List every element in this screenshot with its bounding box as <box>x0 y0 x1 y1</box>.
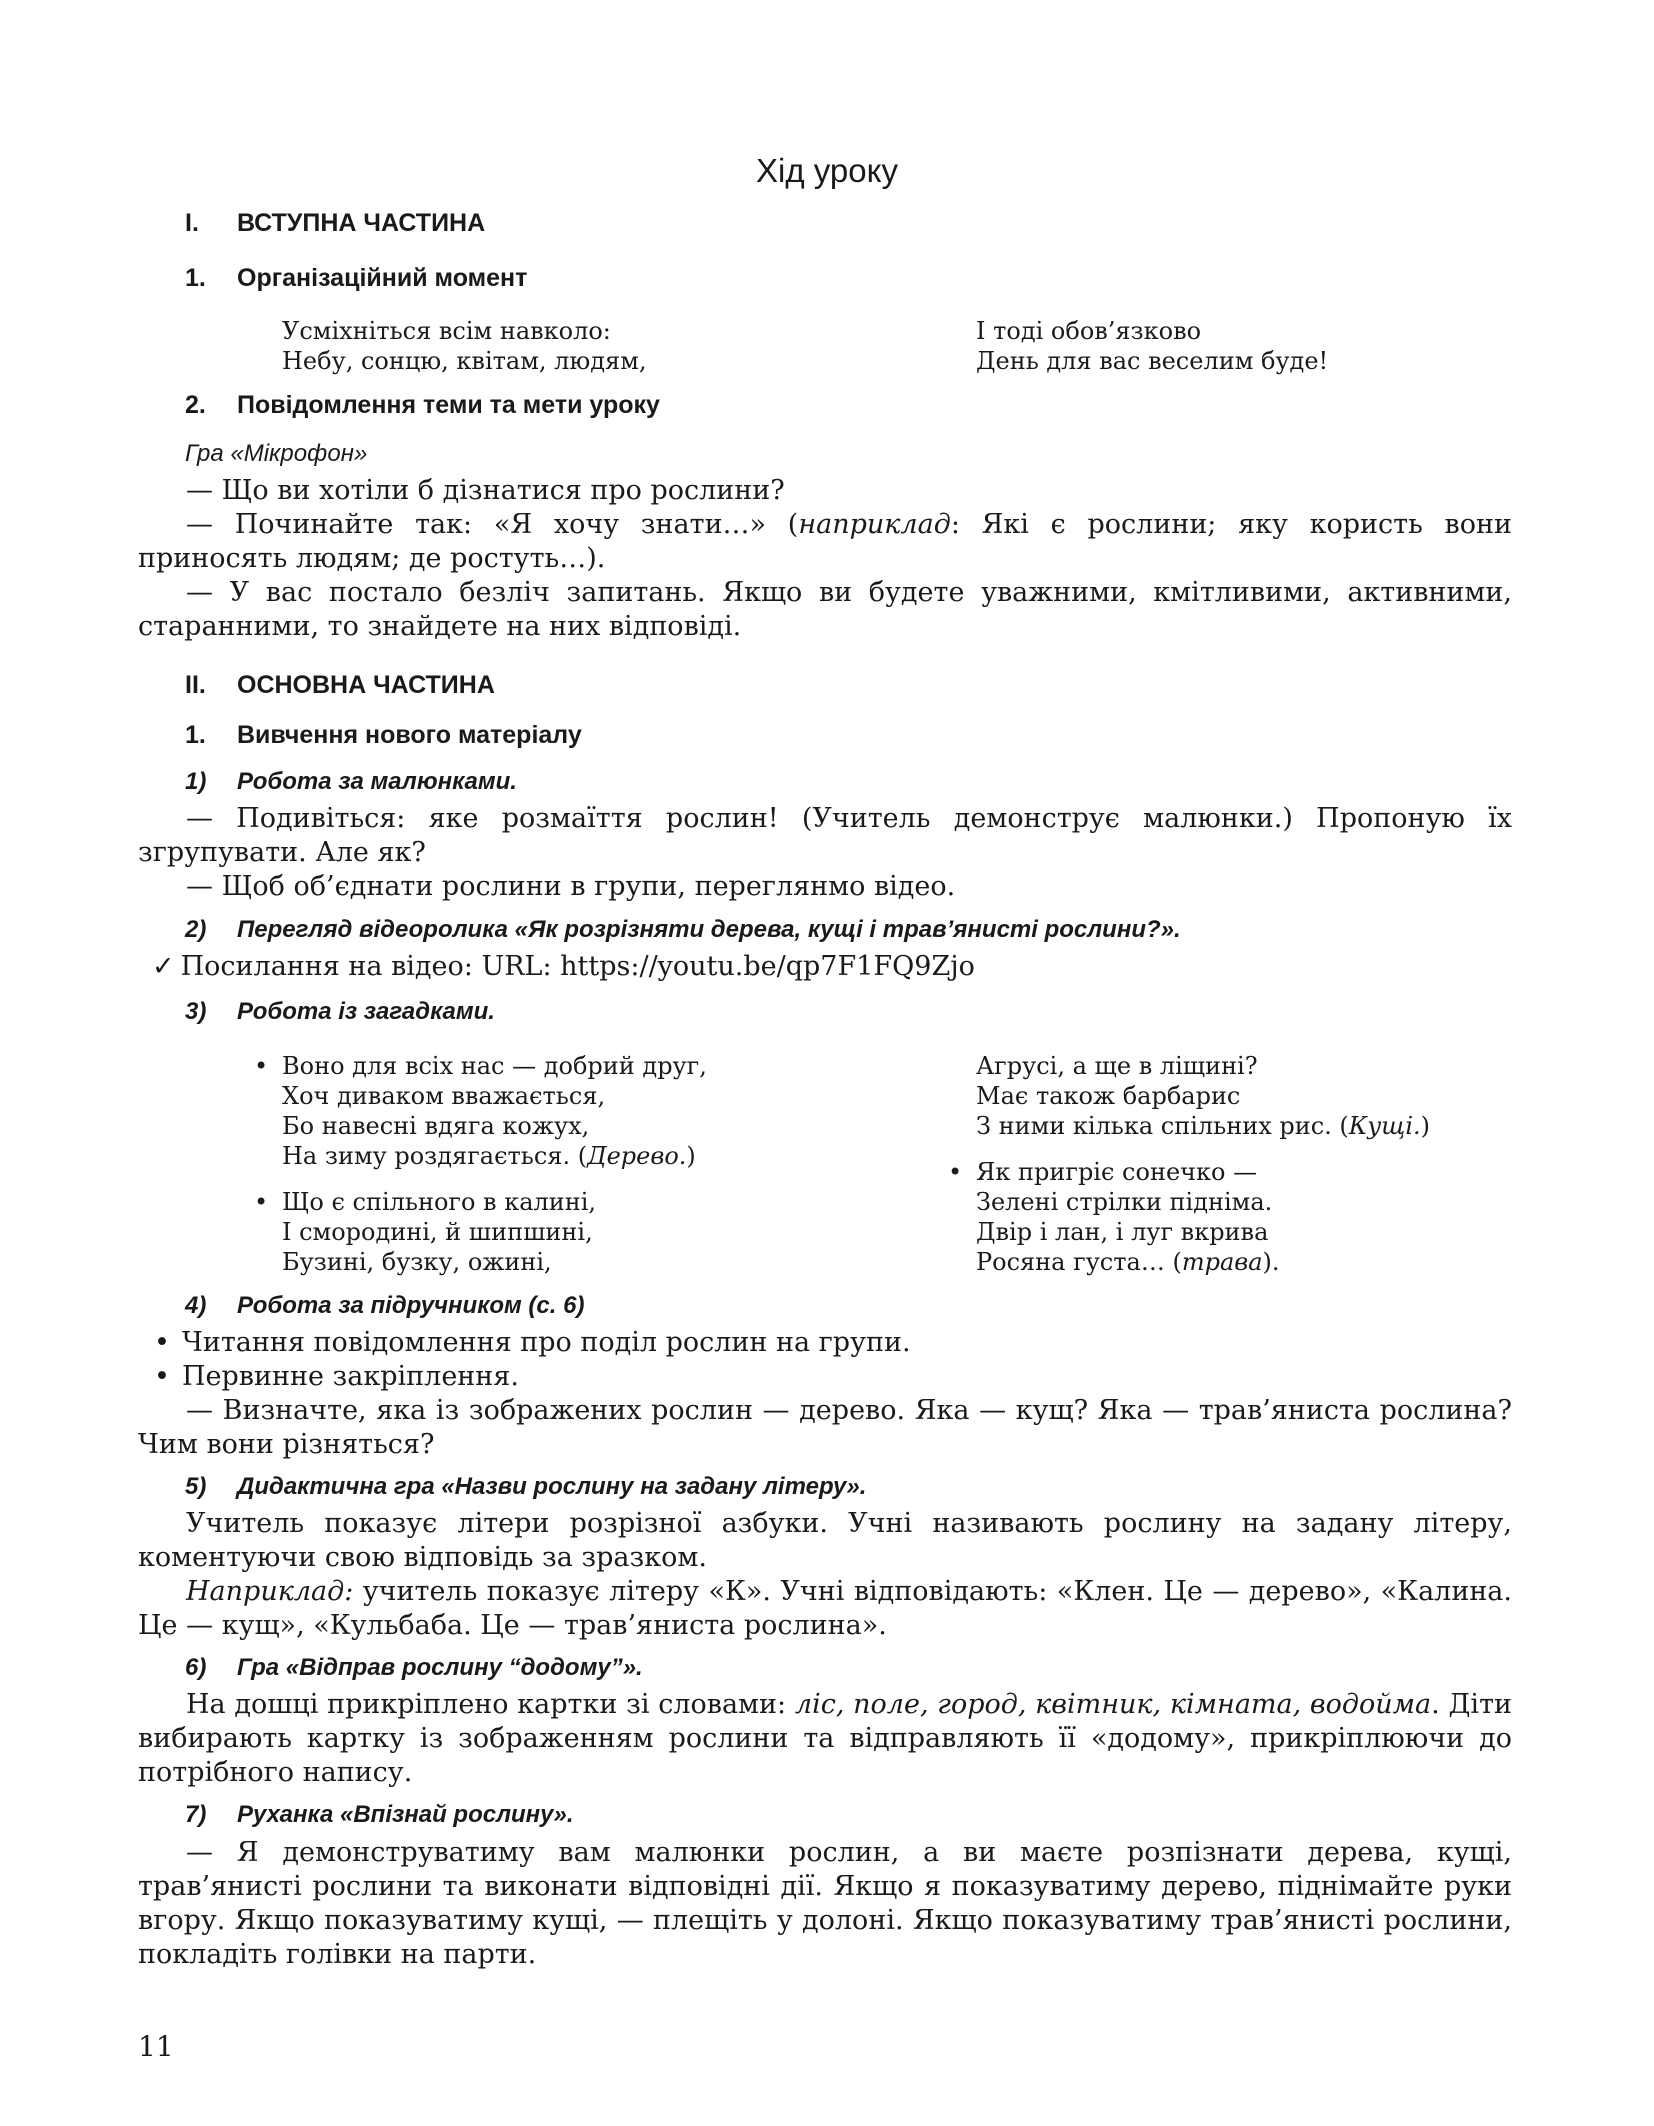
text-run: : Які є рослини; яку користь вони приносять людям; де ростуть…). <box>138 509 1512 574</box>
poem-line: Усміхніться всім навколо: <box>282 317 611 345</box>
section-heading-main <box>185 671 495 700</box>
paragraph-video-intro: — Щоб об’єднати рослини в групи, переглянмо відео. <box>186 871 956 902</box>
page-number: 11 <box>138 2030 174 2063</box>
item-heading-1 <box>185 768 517 796</box>
text-run: На дошці прикріплено картки зі словами: <box>186 1689 795 1720</box>
poem-line: І тоді обов’язково <box>976 317 1202 345</box>
item-number: 7) <box>185 1801 207 1828</box>
question-2 <box>138 508 1512 576</box>
poem-line: Двір і лан, і луг вкрива <box>976 1218 1269 1246</box>
text-run: учитель показує літеру «К». Учні відповідають: «Клен. Це — дерево», «Калина. Це — кущ», «Кульбаба. Це — трав’яниста рослина». <box>138 1576 1512 1641</box>
item-label: Гра «Відправ рослину “додому”». <box>237 1654 643 1681</box>
subheading-topic <box>185 391 660 420</box>
text-run: — Починайте так: «Я хочу знати…» ( <box>186 509 799 540</box>
bullet-consolidation <box>154 1360 1512 1394</box>
paragraph-example <box>138 1575 1512 1643</box>
text-run: . Діти вибирають картку із зображенням рослини та відправляють її «додому», прикріплюючи до потрібного напису. <box>138 1689 1513 1788</box>
poem-line: Небу, сонцю, квітам, людям, <box>282 347 647 375</box>
subheading-number: 1. <box>185 721 206 749</box>
bullet-text: Первинне закріплення. <box>182 1361 519 1392</box>
subheading-study <box>185 721 582 750</box>
riddle-answer: трава <box>1181 1248 1263 1276</box>
item-label: Робота із загадками. <box>237 998 495 1025</box>
poem-line: День для вас веселим буде! <box>976 347 1329 375</box>
video-link-row <box>152 950 975 984</box>
paragraph-exercise: — Я демонструватиму вам малюнки рослин, а ви маєте розпізнати дерева, кущі, трав’янисті рослини та виконати відповідні дії. Якщо я показуватиму дерево, піднімайте руки вгору. Якщо показуватиму кущі, — плещіть у долоні. Якщо показуватиму трав’янисті рослини, покладіть голівки на парти. <box>138 1837 1512 1970</box>
text-run: ) <box>1420 1112 1430 1140</box>
item-number: 3) <box>185 998 207 1025</box>
subheading-org <box>185 264 527 293</box>
checkmark-icon: ✓ <box>152 951 175 982</box>
subheading-number: 1. <box>185 264 206 292</box>
item-label: Дидактична гра «Назви рослину на задану літеру». <box>237 1473 867 1500</box>
item-label: Робота за малюнками. <box>237 768 517 795</box>
item-number: 2) <box>185 916 207 943</box>
poem-line: І смородині, й шипшині, <box>282 1218 593 1246</box>
poem-left-column <box>282 316 647 376</box>
bullet-reading <box>154 1326 1512 1360</box>
subheading-label: Повідомлення теми та мети уроку <box>237 391 660 419</box>
item-heading-7 <box>185 1801 574 1829</box>
question-1: — Що ви хотіли б дізнатися про рослини? <box>186 475 785 506</box>
item-label: Руханка «Впізнай рослину». <box>237 1801 574 1828</box>
item-label: Перегляд відеоролика «Як розрізняти дерева, кущі і трав’янисті рослини?». <box>237 916 1181 943</box>
bullet-icon: • <box>154 1361 170 1392</box>
poem-line: Зелені стрілки підніма. <box>976 1188 1273 1216</box>
bullet-icon: • <box>948 1158 963 1186</box>
bullet-icon: • <box>254 1052 269 1080</box>
poem-line: Бузині, бузку, ожині, <box>282 1248 552 1276</box>
poem-line: Хоч диваком вважається, <box>282 1082 606 1110</box>
item-label: Робота за підручником (с. 6) <box>237 1292 585 1319</box>
riddle-2-continued <box>976 1051 1430 1141</box>
section-number: I. <box>185 209 199 237</box>
section-label: ВСТУПНА ЧАСТИНА <box>237 209 486 237</box>
text-run: ) <box>686 1142 696 1170</box>
section-label: ОСНОВНА ЧАСТИНА <box>237 671 495 699</box>
poem-line: Має також барбарис <box>976 1082 1241 1110</box>
poem-line: Агрусі, а ще в ліщині? <box>976 1052 1258 1080</box>
poem-line: Воно для всіх нас — добрий друг, <box>282 1052 707 1080</box>
poem-line <box>976 1247 1280 1277</box>
italic-run: наприклад <box>798 509 951 540</box>
item-heading-3 <box>185 998 495 1026</box>
bullet-text: Читання повідомлення про поділ рослин на групи. <box>182 1327 911 1358</box>
item-heading-4 <box>185 1292 584 1320</box>
item-heading-6 <box>185 1654 643 1682</box>
poem-right-column <box>976 316 1328 376</box>
text-run: На зиму роздягається. ( <box>282 1142 588 1170</box>
question-3: — У вас постало безліч запитань. Якщо ви будете уважними, кмітливими, активними, старанними, то знайдете на них відповіді. <box>138 577 1512 642</box>
italic-run: ліс, поле, город, квітник, кімната, водойма <box>794 1689 1432 1720</box>
item-heading-2 <box>185 916 1181 944</box>
riddle-2 <box>254 1187 597 1277</box>
item-heading-5 <box>185 1473 866 1501</box>
subheading-number: 2. <box>185 391 206 419</box>
paragraph-identify: — Визначте, яка із зображених рослин — дерево. Яка — кущ? Яка — трав’яниста рослина? Чим вони різняться? <box>138 1395 1512 1460</box>
page-title: Хід уроку <box>756 152 898 189</box>
poem-line <box>976 1111 1430 1141</box>
item-number: 4) <box>185 1292 207 1319</box>
game-microphone-label: Гра «Мікрофон» <box>185 440 368 467</box>
riddle-answer: Дерево. <box>587 1142 687 1170</box>
text-run: Росяна густа… ( <box>976 1248 1182 1276</box>
item-number: 5) <box>185 1473 207 1500</box>
paragraph-send-home <box>138 1688 1512 1790</box>
poem-line: Бо навесні вдяга кожух, <box>282 1112 590 1140</box>
bullet-icon: • <box>154 1327 170 1358</box>
bullet-icon: • <box>254 1188 269 1216</box>
section-number: II. <box>185 671 206 699</box>
riddle-answer: Кущі. <box>1348 1112 1421 1140</box>
video-link-text[interactable]: Посилання на відео: URL: https://youtu.be/qp7F1FQ9Zjo <box>180 951 975 982</box>
paragraph-pictures: — Подивіться: яке розмаїття рослин! (Учитель демонструє малюнки.) Пропоную їх згрупувати. Але як? <box>138 803 1512 868</box>
section-heading-intro <box>185 209 485 238</box>
poem-line: Що є спільного в калині, <box>282 1188 597 1216</box>
poem-line: Як пригріє сонечко — <box>976 1158 1258 1186</box>
poem-line <box>282 1141 707 1171</box>
riddle-1 <box>254 1051 707 1171</box>
text-run: З ними кілька спільних рис. ( <box>976 1112 1349 1140</box>
italic-run: Наприклад: <box>186 1576 354 1607</box>
subheading-label: Організаційний момент <box>237 264 528 292</box>
riddle-3 <box>948 1157 1280 1277</box>
item-number: 6) <box>185 1654 207 1681</box>
text-run: ). <box>1262 1248 1280 1276</box>
paragraph-alphabet: Учитель показує літери розрізної азбуки. Учні називають рослину на задану літеру, коментуючи свою відповідь за зразком. <box>138 1508 1512 1573</box>
subheading-label: Вивчення нового матеріалу <box>237 721 582 749</box>
item-number: 1) <box>185 768 207 795</box>
